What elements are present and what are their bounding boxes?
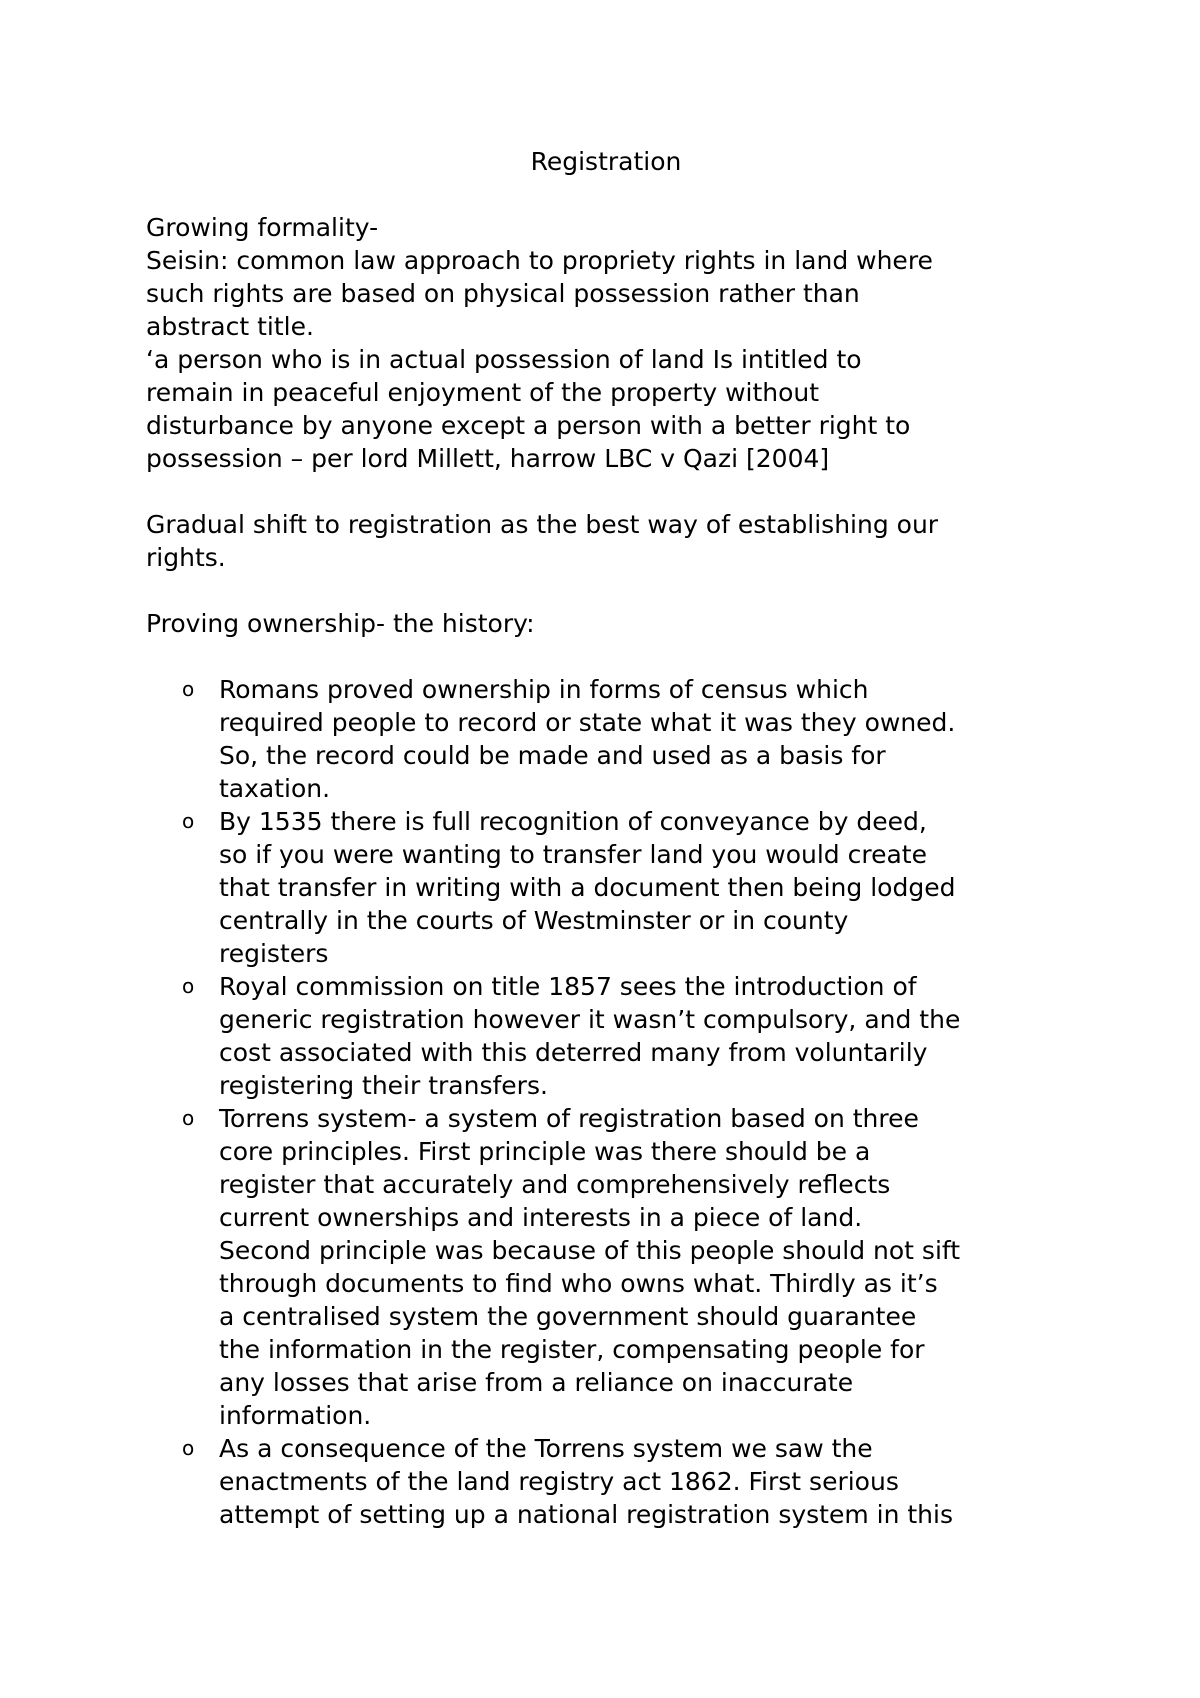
document-page [146, 145, 1066, 1531]
paragraph-seisin [146, 244, 1066, 343]
text-line: register that accurately and comprehensively reflects [219, 1170, 891, 1199]
text-line: possession – per lord Millett, harrow LBC v Qazi [2004] [146, 444, 830, 473]
list-item [146, 805, 1066, 970]
text-line: registering their transfers. [219, 1071, 548, 1100]
text-line: attempt of setting up a national registration system in this [219, 1500, 953, 1529]
text-line: Torrens system- a system of registration based on three [219, 1104, 919, 1133]
text-line: Royal commission on title 1857 sees the introduction of [219, 972, 917, 1001]
text-line: a centralised system the government should guarantee [219, 1302, 917, 1331]
list-item [146, 970, 1066, 1102]
list-item [146, 1432, 1066, 1531]
text-line: generic registration however it wasn’t compulsory, and the [219, 1005, 961, 1034]
text-line: Proving ownership- the history: [146, 609, 535, 638]
text-line: Second principle was because of this people should not sift [219, 1236, 961, 1265]
text-line: current ownerships and interests in a piece of land. [219, 1203, 863, 1232]
text-line: Growing formality- [146, 213, 379, 242]
text-line: centrally in the courts of Westminster or in county [219, 906, 849, 935]
list-item [146, 1102, 1066, 1432]
document-title: Registration [530, 147, 682, 176]
text-line: information. [219, 1401, 372, 1430]
list-item [146, 673, 1066, 805]
text-line: Romans proved ownership in forms of census which [219, 675, 869, 704]
text-line: so if you were wanting to transfer land you would create [219, 840, 927, 869]
text-line: any losses that arise from a reliance on inaccurate [219, 1368, 854, 1397]
text-line: that transfer in writing with a document then being lodged [219, 873, 956, 902]
text-line: remain in peaceful enjoyment of the property without [146, 378, 820, 407]
paragraph-quote [146, 343, 1066, 475]
paragraph-gradual-shift [146, 508, 1066, 574]
text-line: taxation. [219, 774, 331, 803]
text-line: rights. [146, 543, 226, 572]
bullet-circle-icon: o [182, 809, 195, 833]
text-line: Seisin: common law approach to propriety rights in land where [146, 246, 933, 275]
heading-proving-ownership [146, 607, 1066, 640]
text-line: disturbance by anyone except a person with a better right to [146, 411, 911, 440]
text-line: ‘a person who is in actual possession of land Is intitled to [146, 345, 862, 374]
bullet-circle-icon: o [182, 974, 195, 998]
text-line: core principles. First principle was there should be a [219, 1137, 871, 1166]
text-line: Gradual shift to registration as the best way of establishing our [146, 510, 939, 539]
text-line: through documents to find who owns what. Thirdly as it’s [219, 1269, 938, 1298]
text-line: By 1535 there is full recognition of conveyance by deed, [219, 807, 927, 836]
bullet-circle-icon: o [182, 1106, 195, 1130]
text-line: enactments of the land registry act 1862. First serious [219, 1467, 899, 1496]
blank-line [146, 574, 1066, 607]
bullet-circle-icon: o [182, 1436, 195, 1460]
text-line: required people to record or state what it was they owned. [219, 708, 956, 737]
text-line: such rights are based on physical possession rather than [146, 279, 860, 308]
heading-growing-formality [146, 211, 1066, 244]
text-line: So, the record could be made and used as a basis for [219, 741, 886, 770]
text-line: cost associated with this deterred many from voluntarily [219, 1038, 928, 1067]
text-line: abstract title. [146, 312, 314, 341]
text-line: As a consequence of the Torrens system we saw the [219, 1434, 873, 1463]
text-line: registers [219, 939, 329, 968]
text-line: the information in the register, compensating people for [219, 1335, 925, 1364]
bullet-circle-icon: o [182, 677, 195, 701]
blank-line [146, 640, 1066, 673]
history-list [146, 673, 1066, 1531]
blank-line [146, 475, 1066, 508]
